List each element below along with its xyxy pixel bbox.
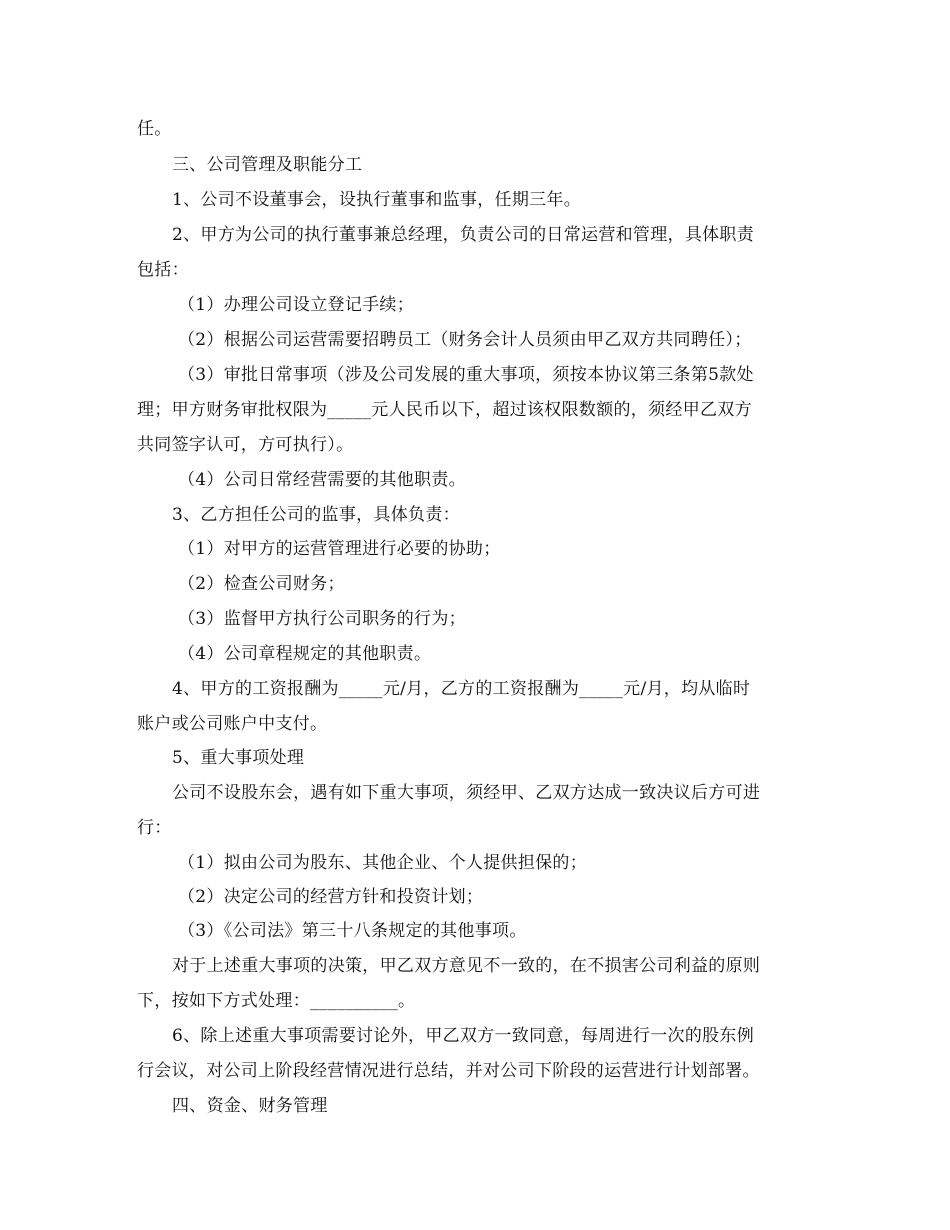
text-line: 包括：: [137, 260, 189, 280]
text-line: 对于上述重大事项的决策，甲乙双方意见不一致的，在不损害公司利益的原则: [172, 956, 761, 976]
text-line: 下，按如下方式处理：__________。: [137, 991, 416, 1011]
text-line: 任。: [137, 119, 172, 139]
text-line: 理；甲方财务审批权限为_____元人民币以下，超过该权限数额的，须经甲乙双方: [137, 400, 752, 420]
text-line: 5、重大事项处理: [172, 748, 305, 768]
text-line: 4、甲方的工资报酬为_____元/月，乙方的工资报酬为_____元/月，均从临时: [172, 679, 751, 699]
text-line: 账户或公司账户中支付。: [137, 714, 328, 734]
list-item: （3）审批日常事项（涉及公司发展的重大事项，须按本协议第三条第5款处: [178, 365, 754, 385]
section-heading: 四、资金、财务管理: [172, 1096, 328, 1116]
list-item: （4）公司章程规定的其他职责。: [178, 644, 432, 664]
list-item: （1）对甲方的运营管理进行必要的协助；: [178, 539, 501, 559]
list-item: （2）决定公司的经营方针和投资计划；: [178, 887, 484, 907]
text-line: 行：: [137, 818, 172, 838]
text-line: 公司不设股东会，遇有如下重大事项，须经甲、乙双方达成一致决议后方可进: [172, 783, 761, 803]
list-item: （1）拟由公司为股东、其他企业、个人提供担保的；: [178, 853, 588, 873]
list-item: （2）检查公司财务；: [178, 574, 345, 594]
list-item: （4）公司日常经营需要的其他职责。: [178, 470, 466, 490]
text-line: 行会议，对公司上阶段经营情况进行总结，并对公司下阶段的运营进行计划部署。: [137, 1061, 760, 1081]
text-line: 3、乙方担任公司的监事，具体负责：: [172, 505, 460, 525]
list-item: （2）根据公司运营需要招聘员工（财务会计人员须由甲乙双方共同聘任）；: [178, 330, 752, 350]
section-heading: 三、公司管理及职能分工: [172, 155, 363, 175]
list-item: （3）监督甲方执行公司职务的行为；: [178, 609, 466, 629]
text-line: 6、除上述重大事项需要讨论外，甲乙双方一致同意，每周进行一次的股东例: [172, 1026, 755, 1046]
text-line: 共同签字认可，方可执行）。: [137, 435, 354, 455]
text-line: 2、甲方为公司的执行董事兼总经理，负责公司的日常运营和管理，具体职责: [172, 225, 755, 245]
text-line: 1、公司不设董事会，设执行董事和监事，任期三年。: [172, 190, 582, 210]
list-item: （3）《公司法》第三十八条规定的其他事项。: [178, 921, 527, 941]
list-item: （1）办理公司设立登记手续；: [178, 295, 415, 315]
